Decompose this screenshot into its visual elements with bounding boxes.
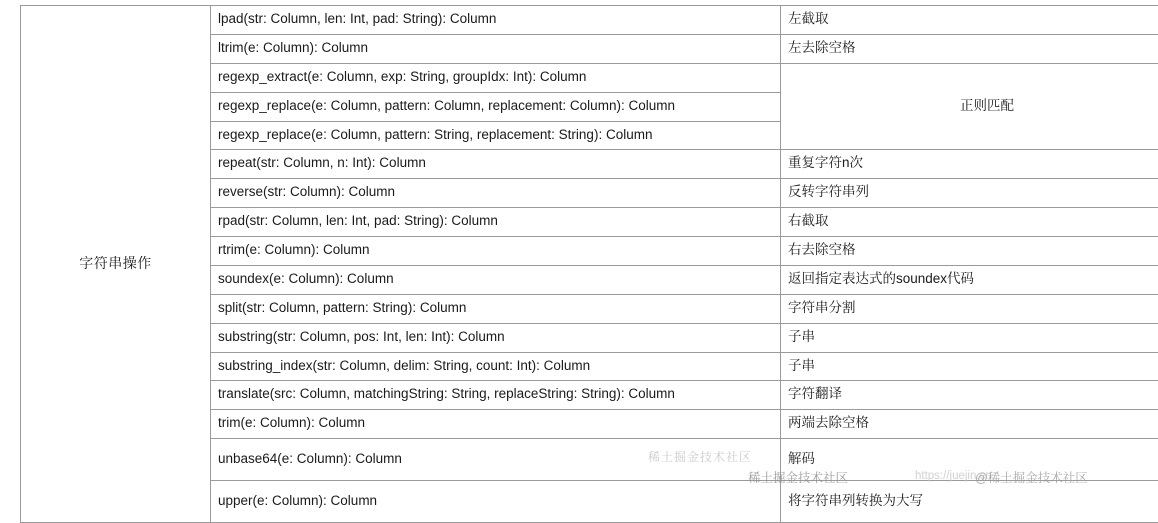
description-cell: 将字符串列转换为大写 (781, 481, 1158, 523)
description-cell: 左去除空格 (781, 34, 1158, 63)
signature-cell: reverse(str: Column): Column (211, 179, 781, 208)
watermark-brand: @稀土掘金技术社区 (975, 468, 1088, 486)
description-cell: 字符翻译 (781, 381, 1158, 410)
description-cell: 左截取 (781, 6, 1158, 35)
description-cell-merged: 正则匹配 (781, 63, 1158, 150)
description-cell: 子串 (781, 323, 1158, 352)
signature-cell: rpad(str: Column, len: Int, pad: String): Column (211, 208, 781, 237)
signature-cell: regexp_replace(e: Column, pattern: Column, replacement: Column): Column (211, 92, 781, 121)
description-cell: 右截取 (781, 208, 1158, 237)
description-cell: 反转字符串列 (781, 179, 1158, 208)
signature-cell: soundex(e: Column): Column (211, 265, 781, 294)
signature-cell: lpad(str: Column, len: Int, pad: String): Column (211, 6, 781, 35)
signature-cell: regexp_replace(e: Column, pattern: String, replacement: String): Column (211, 121, 781, 150)
signature-cell: translate(src: Column, matchingString: String, replaceString: String): Column (211, 381, 781, 410)
table-row (21, 6, 1158, 35)
signature-cell: unbase64(e: Column): Column (211, 439, 781, 481)
signature-cell: substring(str: Column, pos: Int, len: Int): Column (211, 323, 781, 352)
description-cell: 子串 (781, 352, 1158, 381)
category-cell: 字符串操作 (21, 6, 211, 523)
description-cell: 重复字符n次 (781, 150, 1158, 179)
table-body (21, 6, 1158, 523)
watermark-secondary: 稀土掘金技术社区 (748, 468, 848, 486)
watermark-url: https://juejin.cn (915, 470, 992, 482)
signature-cell: regexp_extract(e: Column, exp: String, groupIdx: Int): Column (211, 63, 781, 92)
string-functions-table (20, 5, 1158, 523)
description-cell: 右去除空格 (781, 237, 1158, 266)
description-cell: 返回指定表达式的soundex代码 (781, 265, 1158, 294)
signature-cell: trim(e: Column): Column (211, 410, 781, 439)
watermark-main: 稀土掘金技术社区 (648, 448, 752, 465)
description-cell: 字符串分割 (781, 294, 1158, 323)
description-cell: 解码 (781, 439, 1158, 481)
signature-cell: repeat(str: Column, n: Int): Column (211, 150, 781, 179)
signature-cell: substring_index(str: Column, delim: String, count: Int): Column (211, 352, 781, 381)
signature-cell: upper(e: Column): Column (211, 481, 781, 523)
signature-cell: rtrim(e: Column): Column (211, 237, 781, 266)
description-cell: 两端去除空格 (781, 410, 1158, 439)
signature-cell: ltrim(e: Column): Column (211, 34, 781, 63)
signature-cell: split(str: Column, pattern: String): Column (211, 294, 781, 323)
